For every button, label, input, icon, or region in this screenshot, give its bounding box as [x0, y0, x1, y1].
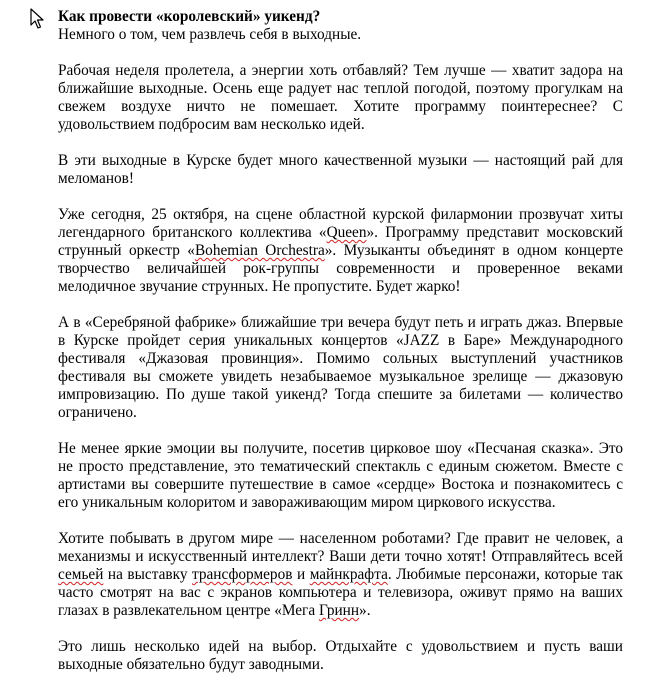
paragraph-circus: Не менее яркие эмоции вы получите, посетив цирковое шоу «Песчаная сказка». Это не просто представление, это тематический спектакль с единым сюжетом. Вместе с артистами вы совершите путешествие в самое «сердце» Востока и познакомитесь с его уникальным колоритом и завораживающим миром циркового искусства.: [58, 440, 623, 511]
text-segment: . Любимые персонажи, которые так часто смотрят на вас с экранов компьютера и телевизора, оживут прямо на ваших глазах в развлекательном центре «Мега: [58, 566, 623, 619]
paragraph-robots: [58, 530, 623, 620]
text-segment: ». Программу представит московский струнный оркестр «: [58, 224, 623, 259]
text-segment: Хотите побывать в другом мире — населенном роботами? Где правит не человек, а механизмы и искусственный интеллект? Ваши дети точно хотят! Отправляйтесь всей: [58, 530, 623, 565]
article-subtitle: Немного о том, чем развлечь себя в выходные.: [58, 26, 362, 43]
text-segment: ».: [359, 602, 371, 619]
paragraph-jazz: А в «Серебряной фабрике» ближайшие три вечера будут петь и играть джаз. Впервые в Курске пройдет серия уникальных концертов «JAZZ в Баре» Международного фестиваля «Джазовая провинция». Помимо сольных выступлений участников фестиваля вы сможете увидеть незабываемое музыкальное зрелище — джазовую импровизацию. По душе такой уикенд? Тогда спешите за билетами — количество ограничено.: [58, 314, 623, 421]
text-segment: ». Музыканты объединят в одном концерте творчество величайшей рок-группы современности и проверенное веками мелодичное звучание струнных. Не пропустите. Будет жарко!: [58, 242, 624, 295]
spellcheck-word: семьей: [58, 566, 104, 583]
mouse-pointer-icon: [30, 8, 44, 30]
paragraph-music: В эти выходные в Курске будет много качественной музыки — настоящий рай для меломанов!: [58, 152, 623, 187]
text-segment: Уже сегодня, 25 октября, на сцене областной курской филармонии прозвучат хиты легендарного британского коллектива «: [58, 206, 623, 241]
spellcheck-word: Гринн: [318, 602, 360, 619]
heading-block: [58, 8, 623, 44]
spellcheck-word: Bohemian Orchestra: [194, 242, 325, 259]
paragraph-intro: Рабочая неделя пролетела, а энергии хоть отбавляй? Тем лучше — хватит задора на ближайшие выходные. Осень еще радует нас теплой погодой, поэтому прогулкам на свежем воздухе ничто не помешает. Хотите программу поинтереснее? С удовольствием подбросим вам несколько идей.: [58, 62, 623, 133]
article-title: Как провести «королевский» уикенд?: [58, 8, 321, 25]
text-segment: и: [292, 566, 310, 583]
paragraph-queen-concert: [58, 206, 623, 296]
spellcheck-word: трансформеров: [192, 566, 293, 583]
document-body[interactable]: [58, 8, 623, 692]
spellcheck-word: майнкрафта: [309, 566, 388, 583]
text-segment: на выставку: [103, 566, 192, 583]
paragraph-closing: Это лишь несколько идей на выбор. Отдыхайте с удовольствием и пусть ваши выходные обязательно будут заводными.: [58, 638, 623, 673]
spellcheck-word: Queen: [326, 224, 367, 241]
